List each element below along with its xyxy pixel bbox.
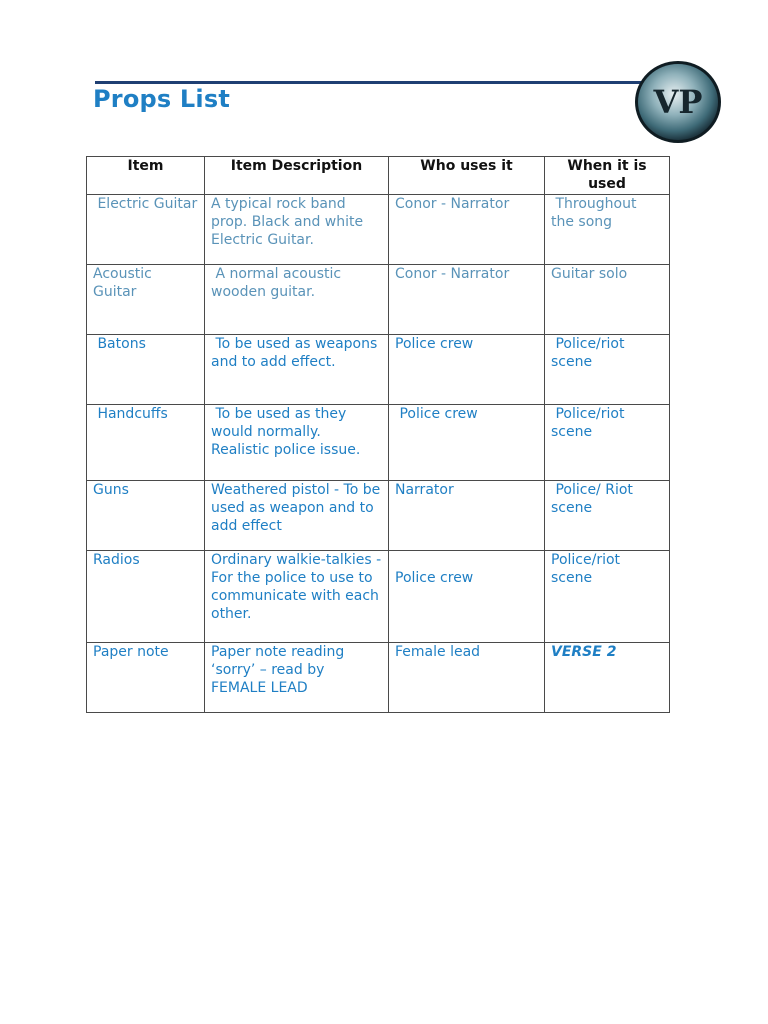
cell-item: Paper note (87, 642, 205, 712)
cell-description: To be used as weapons and to add effect. (205, 334, 389, 404)
table-row (87, 550, 670, 642)
cell-who: Police crew (389, 334, 545, 404)
cell-when: Police/ Riot scene (545, 480, 670, 550)
table-header-row (87, 157, 670, 195)
cell-description: Paper note reading ‘sorry’ – read by FEMALE LEAD (205, 642, 389, 712)
cell-description: Ordinary walkie-talkies - For the police to use to communicate with each other. (205, 550, 389, 642)
table-row (87, 334, 670, 404)
cell-who: Police crew (389, 404, 545, 480)
page-title: Props List (93, 85, 231, 113)
cell-description: To be used as they would normally. Realistic police issue. (205, 404, 389, 480)
header-who: Who uses it (389, 157, 545, 195)
cell-description: A typical rock band prop. Black and white Electric Guitar. (205, 194, 389, 264)
cell-when: Throughout the song (545, 194, 670, 264)
cell-who-wrap (389, 550, 545, 642)
table-row (87, 264, 670, 334)
table-row (87, 404, 670, 480)
header-item: Item (87, 157, 205, 195)
cell-when: Guitar solo (545, 264, 670, 334)
cell-when: Police/riot scene (545, 404, 670, 480)
cell-description: A normal acoustic wooden guitar. (205, 264, 389, 334)
cell-who: Female lead (389, 642, 545, 712)
props-table (86, 156, 670, 713)
cell-item: Radios (87, 550, 205, 642)
logo-lettering: VP (653, 83, 703, 121)
header-rule (95, 81, 655, 84)
header-description: Item Description (205, 157, 389, 195)
cell-who: Conor - Narrator (389, 194, 545, 264)
cell-when: Police/riot scene (545, 334, 670, 404)
cell-when: Police/riot scene (545, 550, 670, 642)
cell-who: Narrator (389, 480, 545, 550)
table-row (87, 480, 670, 550)
cell-item: Guns (87, 480, 205, 550)
cell-when: VERSE 2 (545, 642, 670, 712)
cell-description: Weathered pistol - To be used as weapon and to add effect (205, 480, 389, 550)
cell-who: Police crew (395, 569, 474, 586)
header-when: When it is used (545, 157, 670, 195)
table-row (87, 194, 670, 264)
cell-who: Conor - Narrator (389, 264, 545, 334)
cell-item: Batons (87, 334, 205, 404)
cell-item: Acoustic Guitar (87, 264, 205, 334)
table-row (87, 642, 670, 712)
cell-item: Handcuffs (87, 404, 205, 480)
vp-logo (634, 60, 722, 144)
cell-item: Electric Guitar (87, 194, 205, 264)
